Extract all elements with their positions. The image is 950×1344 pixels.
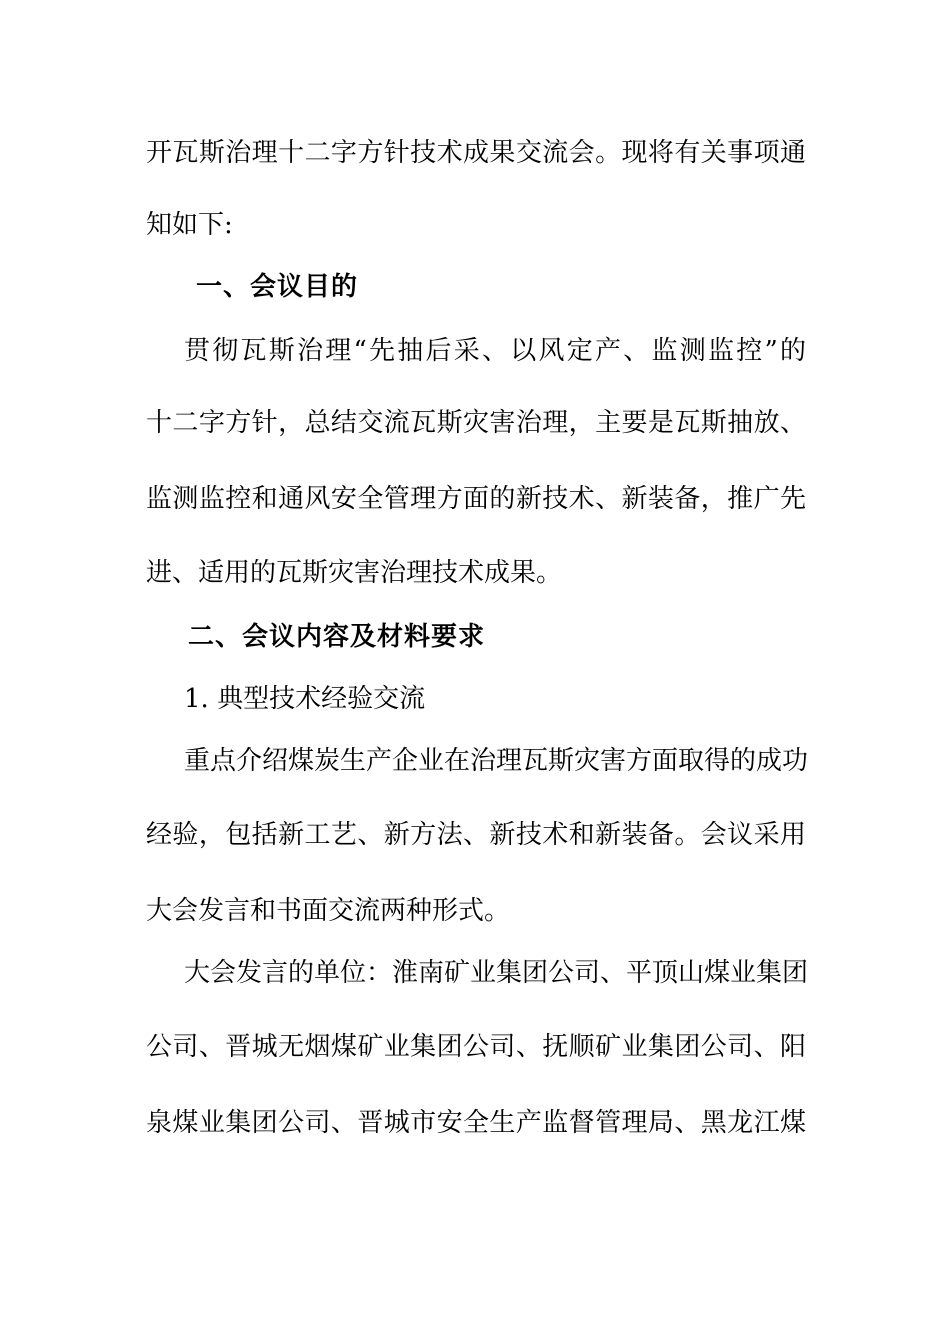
exchange-line-2: 经验，包括新工艺、新方法、新技术和新装备。会议采用 xyxy=(146,820,806,850)
purpose-line-3: 监测监控和通风安全管理方面的新技术、新装备，推广先 xyxy=(146,484,806,514)
speaker-units-line-1: 大会发言的单位：淮南矿业集团公司、平顶山煤业集团 xyxy=(184,958,809,988)
purpose-line-1: 贯彻瓦斯治理“先抽后采、以风定产、监测监控”的 xyxy=(184,336,806,366)
section-heading-content: 二、会议内容及材料要求 xyxy=(188,622,486,652)
intro-line-2: 知如下: xyxy=(146,210,233,240)
speaker-units-line-2: 公司、晋城无烟煤矿业集团公司、抚顺矿业集团公司、阳 xyxy=(146,1032,806,1062)
subheading-technical-exchange: 1. 典型技术经验交流 xyxy=(184,684,426,714)
exchange-line-1: 重点介绍煤炭生产企业在治理瓦斯灾害方面取得的成功 xyxy=(184,746,809,776)
section-heading-purpose: 一、会议目的 xyxy=(196,272,359,302)
purpose-line-2: 十二字方针，总结交流瓦斯灾害治理，主要是瓦斯抽放、 xyxy=(146,408,806,438)
speaker-units-line-3: 泉煤业集团公司、晋城市安全生产监督管理局、黑龙江煤 xyxy=(146,1108,806,1138)
exchange-line-3: 大会发言和书面交流两种形式。 xyxy=(146,896,511,926)
purpose-line-4: 进、适用的瓦斯灾害治理技术成果。 xyxy=(146,558,563,588)
intro-line-1: 开瓦斯治理十二字方针技术成果交流会。现将有关事项通 xyxy=(146,138,806,168)
